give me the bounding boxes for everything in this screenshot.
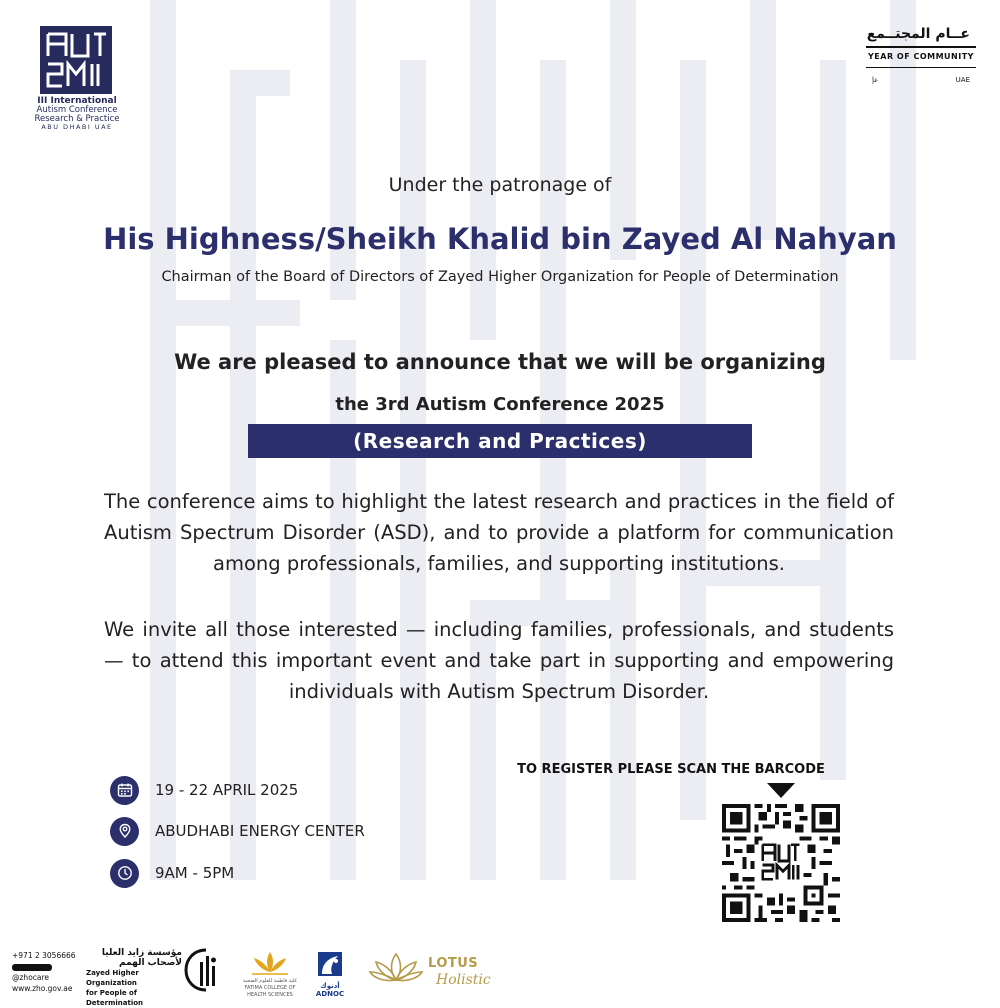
- event-time: [110, 858, 234, 888]
- zho-emblem-icon: [182, 946, 230, 994]
- adnoc-caption: [310, 982, 350, 998]
- social-handle: @zhocare: [12, 973, 50, 982]
- fatima-college-logo: [238, 948, 302, 996]
- lotus-flower-icon: [366, 948, 426, 992]
- adnoc-emblem-icon: [310, 948, 350, 982]
- logo-line-3: Research & Practice: [34, 114, 120, 125]
- event-location-text: ABUDHABI ENERGY CENTER: [155, 822, 365, 840]
- year-of-community-arabic: عــام المجتــمع: [866, 26, 970, 42]
- event-location: [110, 816, 365, 846]
- body-paragraph-2: We invite all those interested — including families, professionals, and students — to attend this important event and take part in supporting and empowering individuals with Autism Spectrum Disorder.: [104, 618, 894, 703]
- conference-logo-text: [34, 97, 120, 131]
- autism-logo-icon: [40, 26, 112, 94]
- divider: [866, 46, 976, 48]
- footer-contact: [12, 950, 84, 994]
- logo-line-2: Autism Conference: [36, 105, 118, 116]
- year-of-community-marks: [866, 76, 976, 84]
- zho-english-name-1: Zayed Higher Organization: [86, 969, 139, 987]
- logo-line-1: III International: [37, 96, 117, 106]
- calendar-icon: [110, 776, 139, 805]
- conference-logo: [40, 26, 112, 94]
- announcement-line-1: We are pleased to announce that we will be organizing: [174, 350, 826, 374]
- phone-number: +971 2 3056666: [12, 951, 76, 960]
- social-media-icons: [12, 964, 52, 971]
- conference-subtitle-band: (Research and Practices): [248, 424, 752, 458]
- website-link[interactable]: www.zho.gov.ae: [12, 984, 73, 993]
- zho-english-name-2: for People of Determination: [86, 989, 144, 1007]
- registration-qr-code[interactable]: [722, 804, 840, 922]
- patron-name: His Highness/Sheikh Khalid bin Zayed Al Nahyan: [103, 222, 897, 256]
- location-pin-icon: [110, 817, 139, 846]
- year-of-community-logo: [866, 26, 976, 84]
- event-time-text: 9AM - 5PM: [155, 864, 235, 882]
- adnoc-logo: [310, 948, 350, 996]
- adnoc-arabic: أدنوك: [320, 982, 340, 990]
- divider: [866, 67, 976, 68]
- event-date: [110, 775, 298, 805]
- body-paragraph-1: The conference aims to highlight the latest research and practices in the field of Autism Spectrum Disorder (ASD), and to provide a platform for communication among professionals, families, and supporting institutions.: [104, 490, 894, 575]
- announcement-line-2: the 3rd Autism Conference 2025: [335, 394, 665, 415]
- year-of-community-left-mark: عإ: [872, 76, 879, 84]
- arrow-down-icon: [767, 783, 795, 798]
- lotus-holistic-logo: [366, 948, 500, 996]
- adnoc-english: ADNOC: [315, 990, 345, 998]
- lotus-flower-icon: [238, 948, 302, 978]
- register-instruction: TO REGISTER PLEASE SCAN THE BARCODE: [517, 762, 825, 777]
- zho-arabic-name: مؤسسة زايد العليا لأصحاب الهمم: [101, 948, 182, 968]
- zho-logo-text: [86, 948, 182, 1008]
- fatima-college-caption: كلية فاطمة للعلوم الصحية FATIMA COLLEGE OF HEALTH SCIENCES: [242, 978, 298, 998]
- year-of-community-english: YEAR OF COMMUNITY: [868, 52, 974, 61]
- logo-line-4: ABU DHABI UAE: [41, 123, 113, 132]
- holistic-word: Holistic: [436, 972, 491, 988]
- event-date-text: 19 - 22 APRIL 2025: [155, 781, 299, 799]
- patronage-text: Under the patronage of: [388, 174, 612, 196]
- lotus-word: LOTUS: [428, 956, 479, 971]
- year-of-community-right-mark: UAE: [955, 76, 970, 84]
- clock-icon: [110, 859, 139, 888]
- patron-title: Chairman of the Board of Directors of Zayed Higher Organization for People of Determination: [161, 269, 839, 285]
